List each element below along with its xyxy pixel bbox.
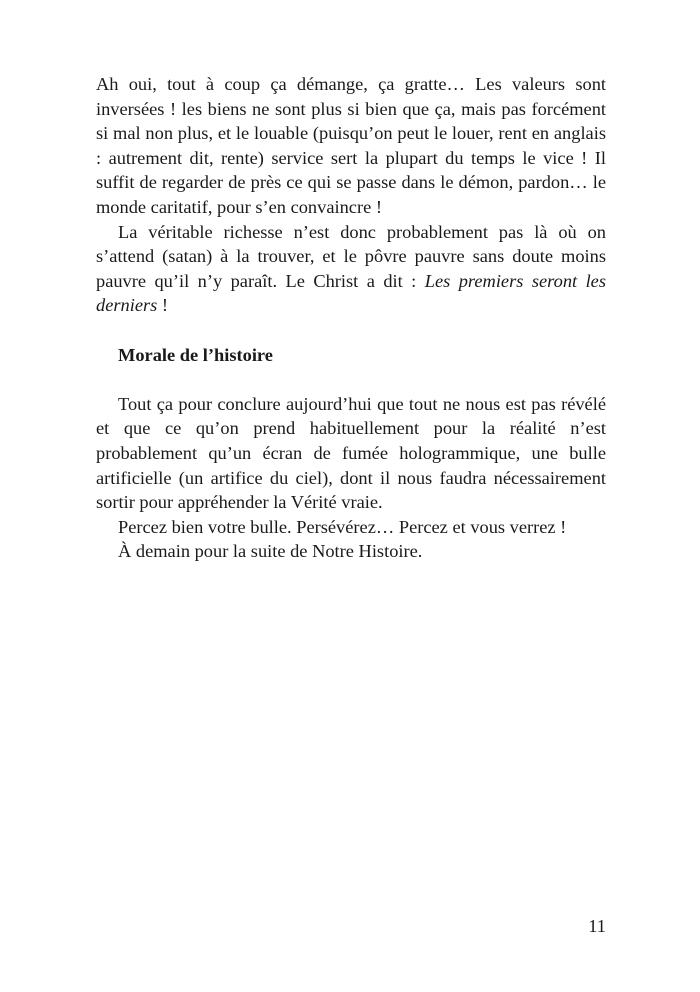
- paragraph-2: [96, 220, 606, 318]
- page-body: [96, 72, 606, 564]
- paragraph-4: Percez bien votre bulle. Persévérez… Percez et vous verrez !: [118, 516, 567, 537]
- paragraph-3: Tout ça pour conclure aujourd’hui que tout ne nous est pas révélé et que ce qu’on prend habituellement pour la réalité n’est probablement qu’un écran de fumée hologrammique, une bulle artificielle (un artifice du ciel), dont il nous faudra nécessairement sortir pour appréhender la Vérité vraie.: [96, 393, 606, 513]
- christ-quote: Les premiers seront les derniers: [96, 270, 606, 316]
- paragraph-2-end: !: [157, 295, 169, 316]
- page-number: 11: [588, 916, 606, 936]
- paragraph-5: À demain pour la suite de Notre Histoire.: [118, 541, 423, 562]
- section-heading: Morale de l’histoire: [118, 344, 273, 365]
- paragraph-1: Ah oui, tout à coup ça démange, ça gratte… Les valeurs sont inversées ! les biens ne sont plus si bien que ça, mais pas forcément si mal non plus, et le louable (puisqu’on peut le louer, rent en anglais : autrement dit, rente) service sert la plupart du temps le vice ! Il suffit de regarder de près ce qui se passe dans le démon, pardon… le monde caritatif, pour s’en convaincre !: [96, 74, 606, 217]
- paragraph-2-text: La véritable richesse n’est donc probablement pas là où on s’attend (satan) à la trouver, et le pôvre pauvre sans doute moins pauvre qu’il n’y paraît. Le Christ a dit :: [96, 221, 606, 291]
